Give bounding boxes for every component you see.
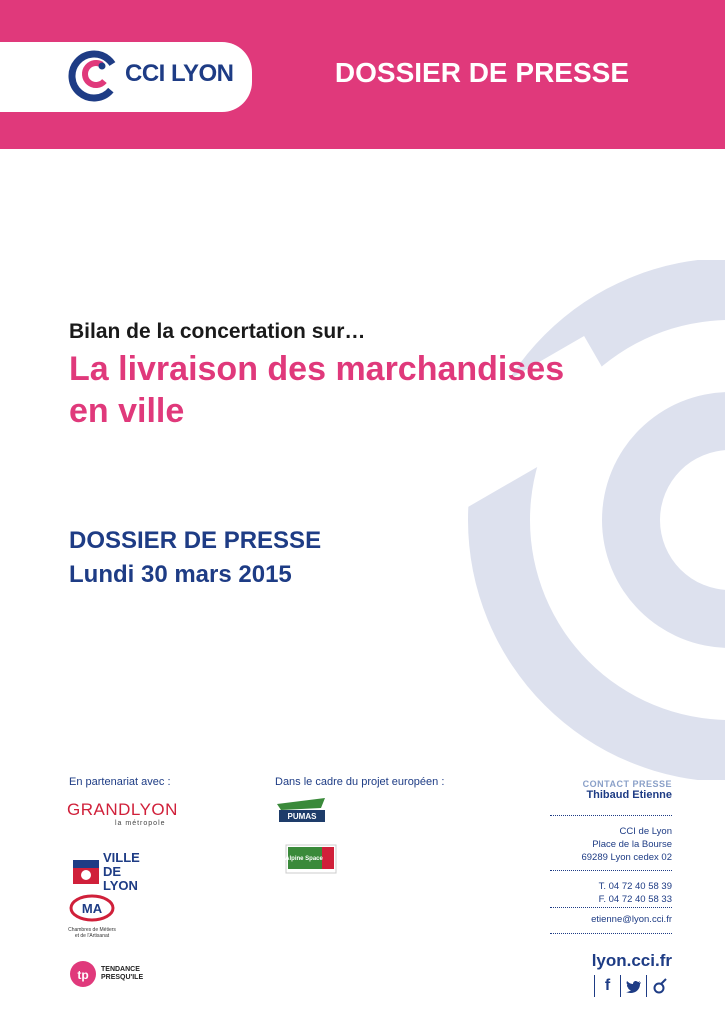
svg-text:Alpine Space: Alpine Space	[285, 856, 323, 862]
lyon-crest-icon	[73, 860, 99, 884]
main-title-line1: La livraison des marchandises	[69, 350, 565, 388]
contact-fax: F. 04 72 40 58 33	[598, 894, 672, 905]
tendance-emblem-icon	[69, 960, 97, 988]
subtitle: Bilan de la concertation sur…	[69, 320, 366, 343]
contact-block	[583, 779, 672, 801]
header-title: DOSSIER DE PRESSE	[334, 57, 629, 88]
divider	[550, 907, 672, 909]
svg-text:MA: MA	[81, 901, 103, 916]
divider	[550, 815, 672, 817]
cma-emblem-icon	[69, 894, 115, 922]
contact-email[interactable]: etienne@lyon.cci.fr	[591, 914, 672, 925]
viadeo-icon[interactable]	[646, 975, 672, 997]
alpine-space-logo	[284, 843, 338, 877]
logo-text: CCI LYON	[125, 60, 234, 87]
decorative-rings	[400, 260, 725, 780]
pumas-logo	[275, 794, 329, 826]
contact-address: CCI de Lyon Place de la Bourse 69289 Lyon cedex 02	[581, 826, 672, 863]
svg-text:PUMAS: PUMAS	[287, 812, 317, 821]
contact-email-wrap	[591, 913, 672, 926]
contact-name: Thibaud Etienne	[586, 789, 672, 801]
project-heading: Dans le cadre du projet européen :	[275, 776, 445, 788]
partners-heading: En partenariat avec :	[69, 776, 171, 788]
twitter-icon[interactable]	[620, 975, 646, 997]
press-label: DOSSIER DE PRESSE	[69, 527, 322, 554]
main-title	[69, 348, 629, 432]
main-title-line2: en ville	[69, 392, 185, 430]
website-link[interactable]: lyon.cci.fr	[591, 951, 672, 970]
ville-de-lyon-logo: VILLE DE LYON	[73, 851, 147, 893]
cma-logo: MA Chambres de Métiers et de l'Artisanat	[67, 894, 117, 939]
contact-label: CONTACT PRESSE	[582, 779, 672, 789]
social-links	[594, 975, 672, 997]
svg-text:tp: tp	[77, 968, 89, 982]
divider	[550, 870, 672, 872]
contact-phones	[599, 880, 672, 906]
contact-tel: T. 04 72 40 58 39	[598, 881, 672, 892]
tendance-presquile-logo: tp TENDANCE PRESQU'ILE	[69, 960, 151, 988]
divider	[550, 933, 672, 935]
cci-logo-icon	[68, 50, 120, 102]
press-date: Lundi 30 mars 2015	[69, 561, 292, 588]
facebook-icon[interactable]: f	[594, 975, 620, 997]
grandlyon-logo: GRANDLYON la métropole	[67, 800, 178, 827]
